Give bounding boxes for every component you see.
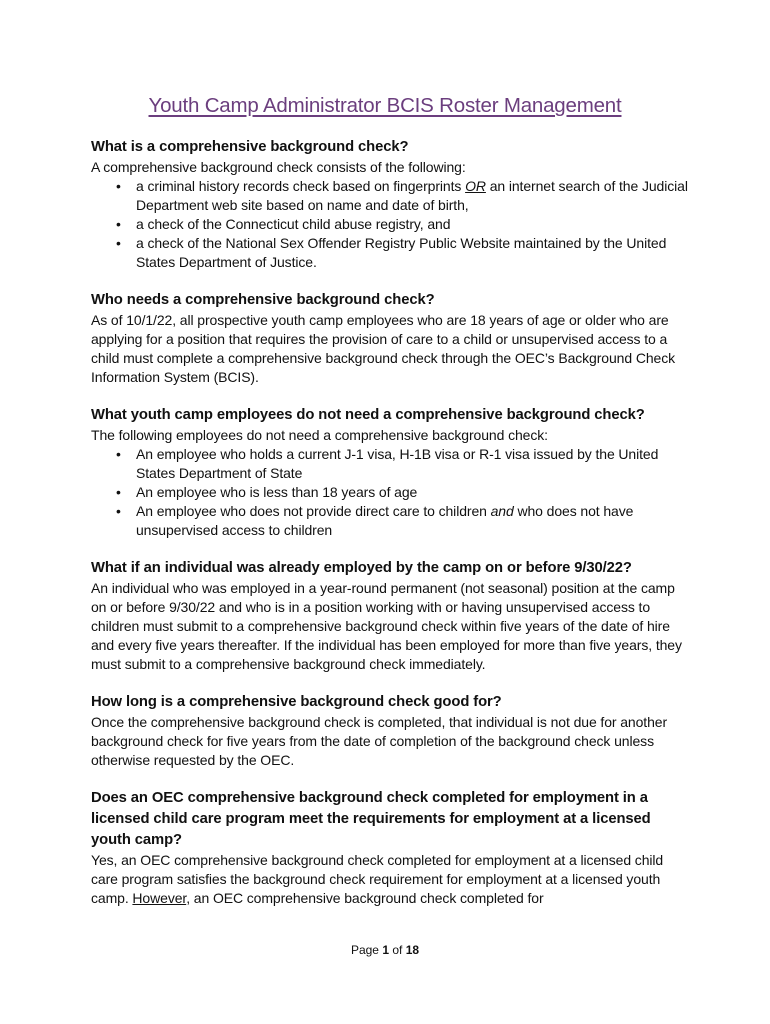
list-item-text: a check of the Connecticut child abuse registry, and [136,216,451,232]
list-item-text: An employee who is less than 18 years of age [136,484,418,500]
section-question: Does an OEC comprehensive background check completed for employment in a licensed child care program meet the requirements for employment at a licensed youth camp? [91,790,651,848]
page-number: 1 [382,943,389,957]
total-pages: 18 [405,943,420,957]
faq-section [91,290,691,387]
section-body [91,851,691,908]
list-item-text: who does not have unsupervised access to children [136,503,634,538]
list-item-text: An employee who does not provide direct care to children [136,503,491,519]
section-body: An individual who was employed in a year-round permanent (not seasonal) position at the camp on or before 9/30/22 and who is in a position working with or having unsupervised access to children must submit to a comprehensive background check within five years of the date of hire and every five years thereafter. If the individual has been employed for more than five years, they must submit to a comprehensive background check immediately. [91,580,682,672]
bullet-list [91,445,691,540]
body-text: Yes, an OEC comprehensive background check completed for employment at a licensed child care program satisfies the background check requirement for employment at a licensed youth camp. [91,852,664,906]
page-title: Youth Camp Administrator BCIS Roster Management [148,94,622,117]
list-item [91,215,691,234]
section-question: How long is a comprehensive background check good for? [91,694,502,710]
bullet-list [91,177,691,272]
faq-section [91,692,691,770]
list-item-text: a check of the National Sex Offender Registry Public Website maintained by the United States Department of Justice. [136,235,667,270]
section-intro: The following employees do not need a comprehensive background check: [91,427,548,443]
list-item [91,445,691,483]
faq-section [91,137,691,272]
list-item [91,483,691,502]
bullet-icon: • [116,446,121,462]
section-question: What is a comprehensive background check? [91,139,409,155]
bullet-icon: • [116,178,121,194]
section-body: Once the comprehensive background check is completed, that individual is not due for another background check for five years from the date of completion of the background check unless otherwise requested by the OEC. [91,714,668,768]
bullet-icon: • [116,235,121,251]
document-body [91,137,691,908]
section-intro: A comprehensive background check consists of the following: [91,159,466,175]
section-question: Who needs a comprehensive background check? [91,292,435,308]
page-footer [0,943,770,957]
bullet-icon: • [116,503,121,519]
list-item-text: an internet search of the Judicial Department web site based on name and date of birth, [136,178,688,213]
emphasis-text: OR [465,178,486,194]
bullet-icon: • [116,216,121,232]
faq-section [91,788,691,908]
list-item [91,234,691,272]
of-label: of [392,943,403,957]
section-question: What youth camp employees do not need a comprehensive background check? [91,407,645,423]
faq-section [91,558,691,674]
list-item [91,502,691,540]
page-label: Page [350,943,379,957]
list-item-text: An employee who holds a current J-1 visa, H-1B visa or R-1 visa issued by the United States Department of State [136,446,659,481]
list-item-text: a criminal history records check based on fingerprints [136,178,466,194]
section-question: What if an individual was already employed by the camp on or before 9/30/22? [91,560,632,576]
faq-section [91,405,691,540]
list-item [91,177,691,215]
body-text: , an OEC comprehensive background check completed for [186,890,544,906]
emphasis-text: and [490,503,514,519]
section-body: As of 10/1/22, all prospective youth camp employees who are 18 years of age or older who are applying for a position that requires the provision of care to a child or unsupervised access to a child must complete a comprehensive background check through the OEC’s Background Check Information System (BCIS). [91,312,676,385]
bullet-icon: • [116,484,121,500]
underlined-text: However [132,890,187,906]
